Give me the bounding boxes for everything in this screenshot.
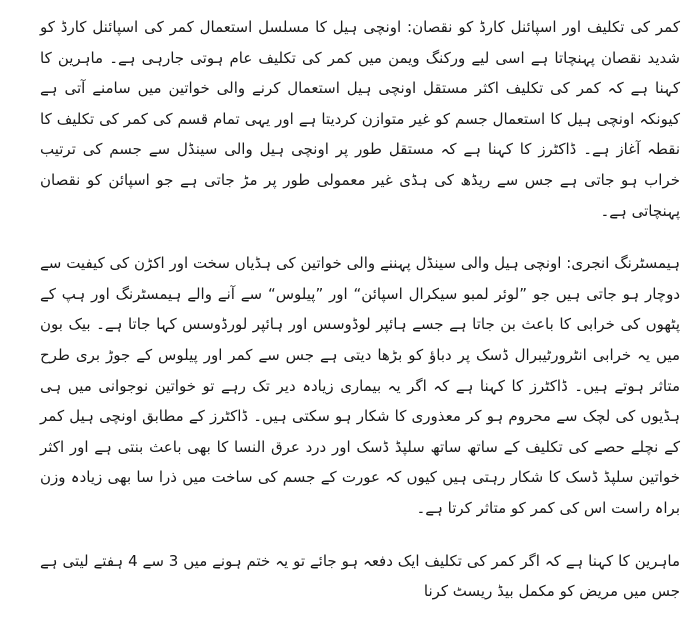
article-body (40, 12, 680, 621)
paragraph-recovery: ماہرین کا کہنا ہے کہ اگر کمر کی تکلیف ایک دفعہ ہو جائے تو یہ ختم ہونے میں 3 سے 4 ہفتے لیتی ہے جس میں مریض کو مکمل بیڈ ریسٹ کرنا (40, 551, 680, 601)
paragraph-hamstring-injury: ہیمسٹرنگ انجری: اونچی ہیل والی سینڈل پہننے والی خواتین کی ہڈیاں سخت اور اکڑن کی کیفیت سے دوچار ہو جاتی ہیں جو ”لوئر لمبو سیکرال اسپائن“ اور ”پیلوس“ سے آنے والے ہیمسٹرنگ اور ہپ کے پٹھوں کی خرابی کا باعث بن جاتا ہے جسے ہائپر لوڈوسس اور ہائپر لورڈوسس کہا جاتا ہے۔ بیک بون میں یہ خرابی انٹرورٹیبرال ڈسک پر دباؤ کو بڑھا دیتی ہے جس سے کمر اور پیلوس کے جوڑ بری طرح متاثر ہوتے ہیں۔ ڈاکٹرز کا کہنا ہے کہ اگر یہ بیماری زیادہ دیر تک رہے تو خواتین نوجوانی میں ہی ہڈیوں کی لچک سے محروم ہو کر معذوری کا شکار ہو سکتی ہیں۔ ڈاکٹرز کے مطابق اونچی ہیل کمر کے نچلے حصے کی تکلیف کے ساتھ ساتھ سلپڈ ڈسک اور درد عرق النسا کا بھی باعث بنتی ہے اور اکثر خواتین سلپڈ ڈسک کا شکار رہتی ہیں کیوں کہ عورت کے جسم کی ساخت میں ذرا سا بھی زیادہ وزن براہ راست اس کی کمر کو متاثر کرتا ہے۔ (40, 254, 680, 517)
paragraph-back-pain: کمر کی تکلیف اور اسپائنل کارڈ کو نقصان: اونچی ہیل کا مسلسل استعمال کمر کی اسپائنل کارڈ کو شدید نقصان پہنچاتا ہے اسی لیے ورکنگ ویمن میں کمر کی تکلیف عام ہوتی جارہی ہے۔ ماہرین کا کہنا ہے کہ کمر کی تکلیف اکثر مستقل اونچی ہیل استعمال کرنے والی خواتین میں سامنے آتی ہے کیونکہ اونچی ہیل کا استعمال جسم کو غیر متوازن کردیتا ہے اور یہی تمام قسم کی کمر کی تکلیف کا نقطہ آغاز ہے۔ ڈاکٹرز کا کہنا ہے کہ مستقل طور پر اونچی ہیل والی سینڈل سے جسم کی ترتیب خراب ہو جاتی ہے جس سے ریڈھ کی ہڈی غیر معمولی طور پر مڑ جاتی ہے جو اسپائن کو نقصان پہنچاتی ہے۔ (40, 18, 680, 220)
